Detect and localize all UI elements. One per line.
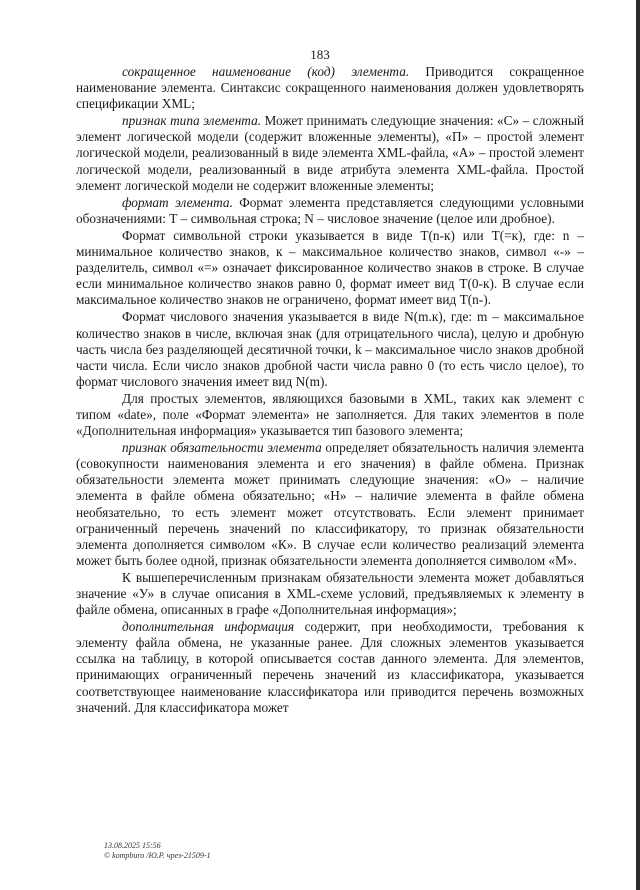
paragraph-type-flag (76, 113, 584, 193)
term: формат элемента. (122, 194, 233, 210)
term: признак обязательности элемента (122, 440, 322, 456)
print-footer (104, 841, 211, 861)
paragraph-mandatory-flag (76, 440, 584, 569)
paragraph-text: Для простых элементов, являющихся базовыми в XML, таких как элемент с типом «date», поле «Формат элемента» не заполняется. Для таких элементов в поле «Дополнительная информация» указывается тип базового элемента; (76, 390, 584, 439)
term: дополнительная информация (122, 619, 295, 635)
paragraph-text: содержит, при необходимости, требования к элементу файла обмена, не указанные ранее. Для сложных элементов указывается ссылка на таблицу, в которой описывается состав данного элемента. Для элементов, принимающих ограниченный перечень значений из классификатора, указывается соответствующее наименование классификатора или приводится перечень возможных значений. Для классификатора может (76, 619, 584, 715)
print-date: 13.08.2025 15:56 (104, 841, 161, 850)
paragraph-text: К вышеперечисленным признакам обязательности элемента может добавляться значение «У» в случае описания в XML-схеме условий, предъявляемых к элементу в файле обмена, описанных в графе «Дополнительная информация»; (76, 569, 584, 618)
paragraph-format (76, 195, 584, 227)
term: признак типа элемента. (122, 113, 262, 129)
paragraph-additional-info (76, 619, 584, 716)
paragraph-text: Формат символьной строки указывается в виде Т(n-к) или Т(=к), где: n – минимальное количество знаков, к – максимальное количество знаков, символ «-» – разделитель, символ «=» означает фиксированное количество знаков в строке. В случае если минимальное количество знаков равно 0, формат имеет вид Т(0-к). В случае если максимальное количество знаков не ограничено, формат имеет вид Т(n-). (76, 227, 584, 308)
page-number: 183 (310, 47, 330, 62)
paragraph-text: определяет обязательность наличия элемента (совокупности наименования элемента и его значения) в файле обмена. Признак обязательности элемента может принимать следующие значения: «О» – наличие элемента в файле обмена обязательно; «Н» – наличие элемента в файле обмена необязательно, то есть элемент может отсутствовать. Если элемент принимает ограниченный перечень значений по классификатору, то признак обязательности элемента дополняется символом «К». В случае если количество реализаций элемента может быть более одной, признак обязательности элемента дополняется символом «М». (76, 440, 584, 568)
print-source: © kompburo /Ю.Р. чрез-21509-1 (104, 851, 211, 860)
paragraph-text: Формат элемента представляется следующими условными обозначениями: Т – символьная строка; N – числовое значение (целое или дробное). (76, 194, 584, 226)
paragraph-short-name (76, 64, 584, 112)
paragraph-text: Формат числового значения указывается в виде N(m.к), где: m – максимальное количество знаков в числе, включая знак (для отрицательного числа), целую и дробную часть числа без разделяющей десятичной точки, k – максимальное число знаков дробной части числа. Если число знаков дробной части числа равно 0 (то есть число целое), то формат числового значения имеет вид N(m). (76, 309, 584, 389)
paragraph-condition-flag (76, 570, 584, 618)
paragraph-text: Может принимать следующие значения: «С» – сложный элемент логической модели (содержит вложенные элементы), «П» – простой элемент логической модели, реализованный в виде элемента XML-файла, «А» – простой элемент логической модели, реализованный в виде атрибута элемента XML-файла. Простой элемент логической модели не содержит вложенные элементы; (76, 113, 584, 193)
term: сокращенное наименование (код) элемента. (122, 64, 410, 79)
paragraph-number-format (76, 309, 584, 389)
paragraph-string-format (76, 228, 584, 308)
paragraph-base-types (76, 391, 584, 439)
paragraph-text: Приводится сокращенное наименование элемента. Синтаксис сокращенного наименования должен удовлетворять спецификации XML; (76, 64, 584, 112)
body-text (76, 64, 584, 717)
